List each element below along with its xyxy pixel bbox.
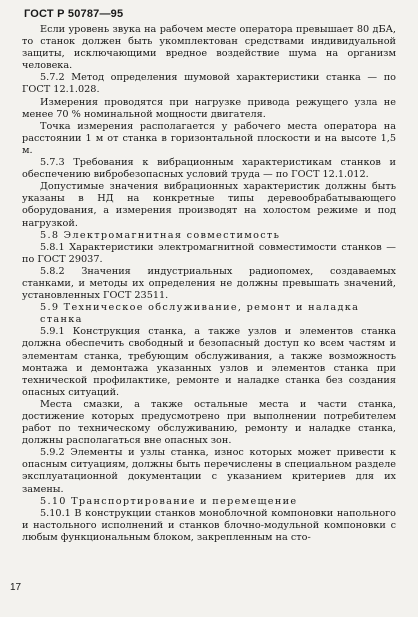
paragraph: 5.7.3 Требования к вибрационным характеристикам станков и обеспечению вибробезопасных условий труда — по ГОСТ 12.1.012. <box>22 157 396 181</box>
paragraph: 5.10.1 В конструкции станков моноблочной компоновки напольного и настольного исполнений и станков блочно-модульной компоновки с любым функциональным блоком, закрепленным на сто- <box>22 507 396 543</box>
paragraph: 5.7.2 Метод определения шумовой характеристики станка — по ГОСТ 12.1.028. <box>22 72 396 96</box>
paragraph: Места смазки, а также остальные места и части станка, достижение которых предусмотрено при выполнении потребителем работ по техническому обслуживанию, ремонту и наладке станка, должны располагаться вне опасных зон. <box>22 398 396 447</box>
section-heading: 5.9 Техническое обслуживание, ремонт и наладка станка <box>40 302 360 326</box>
paragraph: 5.9.2 Элементы и узлы станка, износ которых может привести к опасным ситуациям, должны быть перечислены в специальном разделе эксплуатационной документации с указанием критериев для их замены. <box>22 447 396 495</box>
section-heading: 5.10 Транспортирование и перемещение <box>40 495 298 507</box>
paragraph: Измерения проводятся при нагрузке привода режущего узла не менее 70 % номинальной мощности двигателя. <box>22 96 396 120</box>
paragraph: 5.8.2 Значения индустриальных радиопомех, создаваемых станками, и методы их определения не должны превышать значений, установленных ГОСТ 23511. <box>22 265 396 302</box>
paragraph: Точка измерения располагается у рабочего места оператора на расстоянии 1 м от станка в горизонтальной плоскости и на высоте 1,5 м. <box>22 120 396 156</box>
page-number: 17 <box>10 582 22 593</box>
body-text <box>22 24 396 544</box>
paragraph: 5.8.1 Характеристики электромагнитной совместимости станков — по ГОСТ 29037. <box>22 241 396 265</box>
section-heading: 5.8 Электромагнитная совместимость <box>40 229 281 241</box>
page-header: ГОСТ Р 50787—95 <box>24 8 124 20</box>
paragraph: Если уровень звука на рабочем месте оператора превышает 80 дБА, то станок должен быть укомплектован средствами индивидуальной защиты, исключающими вредное воздействие шума на организм человека. <box>22 24 396 72</box>
paragraph: 5.9.1 Конструкция станка, а также узлов и элементов станка должна обеспечить свободный и безопасный доступ ко всем частям и элементам станка, требующим обслуживания, а также возможность монтажа и демонтажа указанных узлов и элементов станка при технической профилактике, ремонте и наладке станка без создания опасных ситуаций. <box>22 326 396 398</box>
paragraph: Допустимые значения вибрационных характеристик должны быть указаны в НД на конкретные типы деревообрабатывающего оборудования, а измерения производят на холостом режиме и под нагрузкой. <box>22 181 396 229</box>
